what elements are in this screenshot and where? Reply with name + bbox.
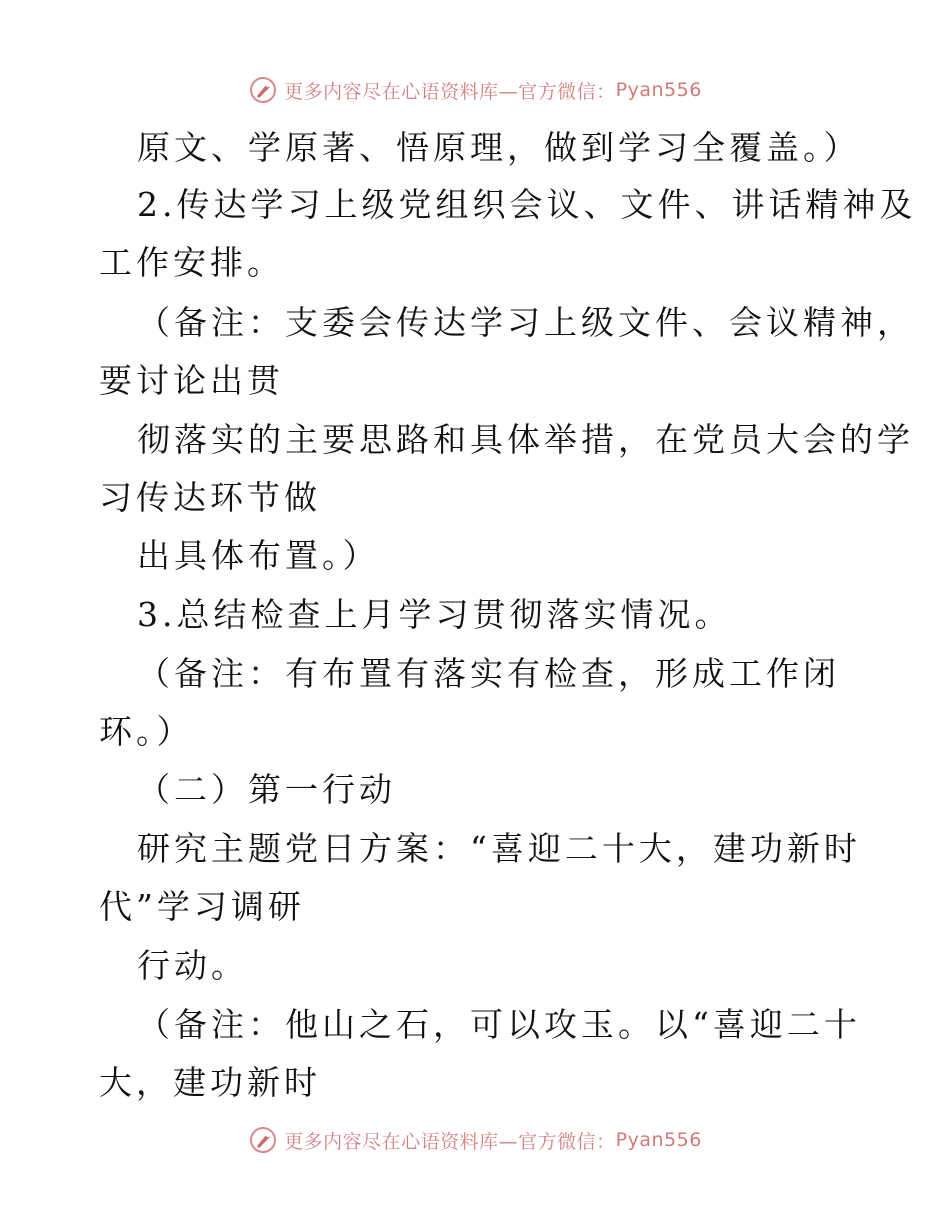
footer-watermark (0, 1120, 950, 1160)
text-line: 大，建功新时 (99, 1063, 321, 1102)
text-line: 3.总结检查上月学习贯彻落实情况。 (137, 595, 732, 634)
text-line: 行动。 (137, 946, 248, 985)
text-line: （备注：有布置有落实有检查，形成工作闭 (137, 654, 840, 693)
header-watermark (0, 70, 950, 110)
watermark-brand: Pyan556 (615, 79, 702, 101)
text-line: 环。） (99, 712, 194, 751)
text-line: 2.传达学习上级党组织会议、文件、讲话精神及 (137, 185, 917, 224)
watermark-brand: Pyan556 (615, 1129, 702, 1151)
text-line: （备注：支委会传达学习上级文件、会议精神， (137, 303, 914, 342)
text-line: 工作安排。 (99, 243, 284, 282)
pen-nib-logo-icon (248, 75, 278, 105)
text-line: 彻落实的主要思路和具体举措，在党员大会的学 (137, 420, 914, 459)
watermark-text: 更多内容尽在心语资料库—官方微信： (284, 80, 616, 103)
pen-nib-logo-icon (248, 1125, 278, 1155)
section-heading: （二）第一行动 (137, 770, 396, 809)
text-line: （备注：他山之石，可以攻玉。以“喜迎二十 (137, 1005, 861, 1044)
text-line: 要讨论出贯 (99, 361, 284, 400)
text-line: 出具体布置。） (137, 536, 380, 575)
text-line: 代”学习调研 (99, 887, 305, 926)
text-line: 习传达环节做 (99, 478, 321, 517)
text-line: 原文、学原著、悟原理，做到学习全覆盖。） (137, 128, 861, 167)
text-line: 研究主题党日方案：“喜迎二十大，建功新时 (137, 829, 861, 868)
watermark-text: 更多内容尽在心语资料库—官方微信： (284, 1130, 616, 1153)
